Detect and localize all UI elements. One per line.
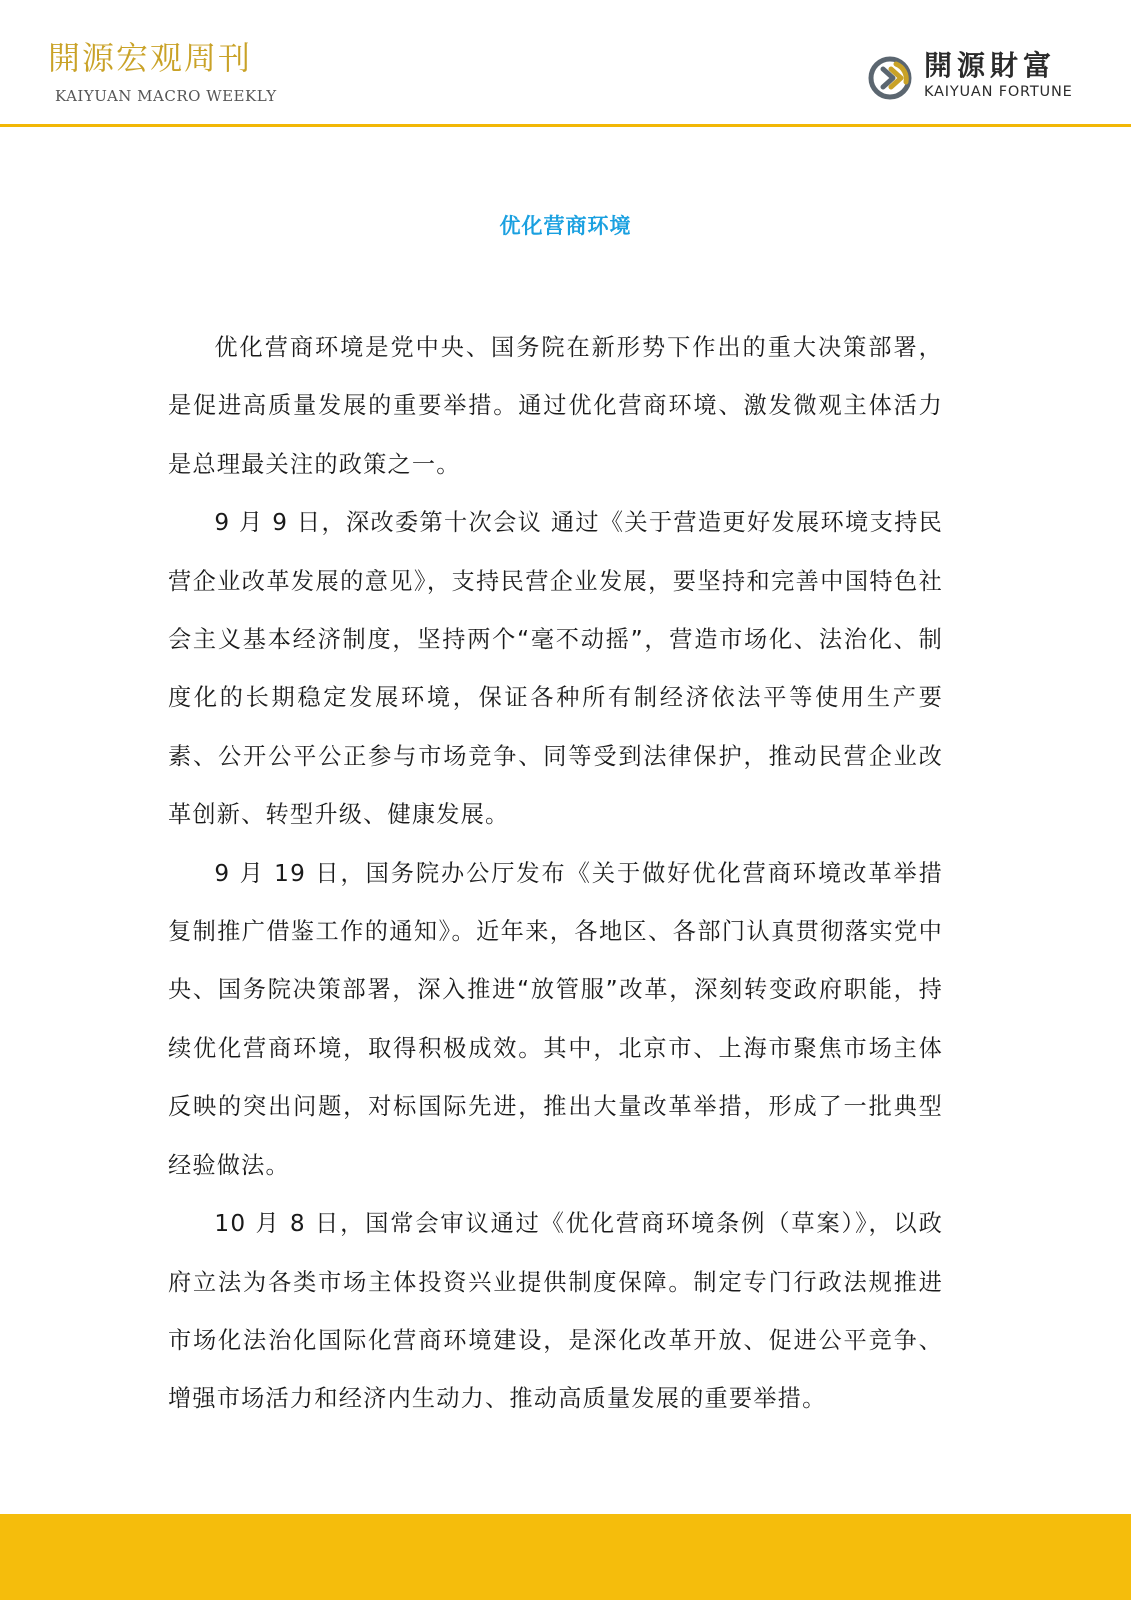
kaiyuan-fortune-logo-icon [866,54,914,102]
article-paragraph: 优化营商环境是党中央、国务院在新形势下作出的重大决策部署，是促进高质量发展的重要举措。通过优化营商环境、激发微观主体活力是总理最关注的政策之一。 [168,334,943,478]
brand-block [866,50,1086,106]
header-divider [0,124,1131,127]
publication-title: 開源宏观周刊 [48,39,253,77]
article-paragraph: 9 月 9 日，深改委第十次会议 通过《关于营造更好发展环境支持民营企业改革发展的意见》，支持民营企业发展，要坚持和完善中国特色社会主义基本经济制度，坚持两个“毫不动摇”，营造市场化、法治化、制度化的长期稳定发展环境，保证各种所有制经济依法平等使用生产要素、公开公平公正参与市场竞争、同等受到法律保护，推动民营企业改革创新、转型升级、健康发展。 [168,509,943,829]
article-body [168,319,943,1429]
publication-subtitle: KAIYUAN MACRO WEEKLY [55,87,277,105]
article-title: 优化营商环境 [499,214,632,238]
footer-bar [0,1514,1131,1600]
article-paragraph: 10 月 8 日，国常会审议通过《优化营商环境条例（草案）》，以政府立法为各类市场主体投资兴业提供制度保障。制定专门行政法规推进市场化法治化国际化营商环境建设，是深化改革开放、促进公平竞争、增强市场活力和经济内生动力、推动高质量发展的重要举措。 [168,1210,943,1413]
brand-name: 開源財富 [924,49,1057,82]
page-header [0,0,1131,126]
brand-name-english: KAIYUAN FORTUNE [924,84,1073,100]
article-paragraph: 9 月 19 日，国务院办公厅发布《关于做好优化营商环境改革举措复制推广借鉴工作的通知》。近年来，各地区、各部门认真贯彻落实党中央、国务院决策部署，深入推进“放管服”改革，深刻转变政府职能，持续优化营商环境，取得积极成效。其中，北京市、上海市聚焦市场主体反映的突出问题，对标国际先进，推出大量改革举措，形成了一批典型经验做法。 [168,859,943,1179]
